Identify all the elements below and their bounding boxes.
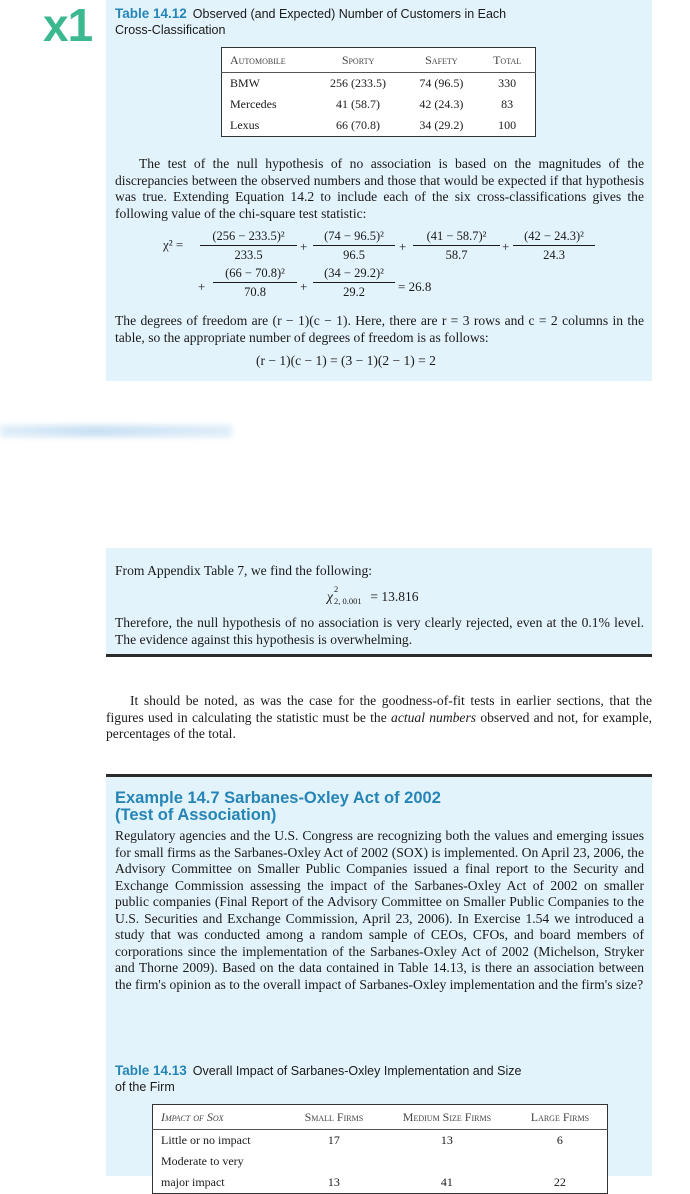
degrees-of-freedom-paragraph: The degrees of freedom are (r − 1)(c − 1). Here, there are r = 3 rows and c = 2 columns in the table, so the appropriate number of degrees of freedom is as follows:: [115, 313, 644, 345]
cell: 34 (29.2): [419, 118, 464, 132]
table-row: [222, 73, 536, 95]
table-number: Table 14.12: [115, 6, 187, 21]
col-header: Impact of Sox: [153, 1105, 287, 1130]
table-14-13: [152, 1104, 608, 1194]
cell: Mercedes: [230, 97, 277, 111]
actual-numbers-note: It should be noted, as was the case for the goodness-of-fit tests in earlier sections, that the figures used in calculating the statistic must be the actual numbers observed and not, for example, percentages of the total.: [106, 693, 653, 741]
fraction-term: $\frac{\text{(42 − 24.3)²}}{24.3}$: [513, 229, 595, 263]
table-14-12: [221, 47, 536, 137]
col-header: Total: [479, 48, 535, 73]
table-title-line2: Cross-Classification: [115, 23, 226, 37]
table-14-13-clip: [152, 1104, 608, 1189]
cell: BMW: [230, 76, 260, 90]
col-header: Medium Size Firms: [381, 1105, 513, 1130]
col-header: Sporty: [313, 48, 404, 73]
table-number: Table 14.13: [115, 1063, 187, 1078]
cell: 330: [498, 76, 517, 90]
conclusion-paragraph: Therefore, the null hypothesis of no association is very clearly rejected, even at the 0.1% level. The evidence against this hypothesis is overwhelming.: [115, 615, 644, 647]
critical-value-equation: χ 2 2, 0.001 = 13.816: [327, 583, 419, 606]
cell: 74 (96.5): [419, 76, 464, 90]
cell: 41: [440, 1175, 453, 1189]
fraction-term: $\frac{\text{(74 − 96.5)²}}{96.5}$: [313, 229, 395, 263]
table-14-12-caption: [115, 6, 635, 38]
col-header: Safety: [403, 48, 479, 73]
cell: Lexus: [230, 118, 260, 132]
fraction-term: $\frac{\text{(34 − 29.2)²}}{29.2}$: [313, 266, 395, 300]
null-hypothesis-paragraph: The test of the null hypothesis of no association is based on the magnitudes of the discrepancies between the observed numbers and those that would be expected if that hypothesis was true. Extending Equation 14.2 to include each of the six cross-classifications gives the following value of the chi-square test statistic:: [115, 156, 644, 221]
example-title: Example 14.7 Sarbanes-Oxley Act of 2002 (Test of Association): [115, 789, 441, 824]
table-row: [153, 1151, 608, 1172]
cell: 13: [440, 1133, 453, 1147]
degrees-of-freedom-equation: (r − 1)(c − 1) = (3 − 1)(2 − 1) = 2: [256, 353, 436, 368]
cell: Moderate to very: [161, 1154, 244, 1168]
plus-sign: +: [502, 239, 510, 254]
fraction-term: $\frac{\text{(66 − 70.8)²}}{70.8}$: [213, 266, 297, 300]
plus-sign: +: [300, 279, 308, 294]
table-row: [153, 1130, 608, 1152]
plus-sign: +: [300, 239, 308, 254]
cell: Little or no impact: [161, 1133, 251, 1147]
cell: 13: [327, 1175, 340, 1189]
plus-sign: +: [399, 239, 407, 254]
cell: 66 (70.8): [336, 118, 381, 132]
table-title: Overall Impact of Sarbanes-Oxley Implementation and Size: [192, 1064, 522, 1078]
section-badge: x1: [43, 0, 93, 51]
cell: 256 (233.5): [330, 76, 387, 90]
table-title-line2: of the Firm: [115, 1080, 175, 1094]
table-row: [222, 115, 536, 137]
cell: 100: [498, 118, 517, 132]
table-row: [153, 1172, 608, 1194]
table-title: Observed (and Expected) Number of Customers in Each: [192, 7, 507, 21]
appendix-paragraph: From Appendix Table 7, we find the following:: [115, 563, 373, 578]
cell: [513, 1151, 608, 1172]
blurred-running-head: [0, 425, 232, 437]
col-header: Automobile: [222, 48, 313, 73]
plus-sign: +: [198, 279, 206, 294]
panel-bottom-rule: [106, 654, 652, 657]
cell: 41 (58.7): [336, 97, 381, 111]
col-header: Large Firms: [513, 1105, 608, 1130]
cell: 83: [501, 97, 514, 111]
chi-square-result: = 26.8: [398, 279, 432, 294]
cell: [287, 1151, 381, 1172]
table-14-13-caption: [115, 1063, 635, 1095]
fraction-term: $\frac{\text{(256 − 233.5)²}}{233.5}$: [200, 229, 297, 263]
cell: 22: [553, 1175, 566, 1189]
example-body: Regulatory agencies and the U.S. Congress are recognizing both the values and emerging issues for small firms as the Sarbanes-Oxley Act of 2002 (SOX) is implemented. On April 23, 2006, the Advisory Committee on Smaller Public Companies issued a final report to the Security and Exchange Commission assessing the impact of the Sarbanes-Oxley Act of 2002 on smaller public companies (Final Report of the Advisory Committee on Smaller Public Companies to the U.S. Securities and Exchange Commission, April 23, 2006). In Exercise 1.54 we introduced a study that was conducted among a random sample of CEOs, CFOs, and board members of corporations since the implementation of the Sarbanes-Oxley Act of 2002 (Michelson, Stryker and Thorne 2009). Based on the data contained in Table 14.13, is there an association between the firm's opinion as to the overall impact of Sarbanes-Oxley implementation and the firm's size?: [115, 828, 644, 992]
cell: 42 (24.3): [419, 97, 464, 111]
chi-square-lhs: χ² =: [163, 237, 184, 252]
cell: [381, 1151, 513, 1172]
col-header: Small Firms: [287, 1105, 381, 1130]
cell: 17: [327, 1133, 340, 1147]
cell: major impact: [161, 1175, 225, 1189]
fraction-term: $\frac{\text{(41 − 58.7)²}}{58.7}$: [413, 229, 500, 263]
cell: 6: [556, 1133, 563, 1147]
table-row: [222, 94, 536, 115]
